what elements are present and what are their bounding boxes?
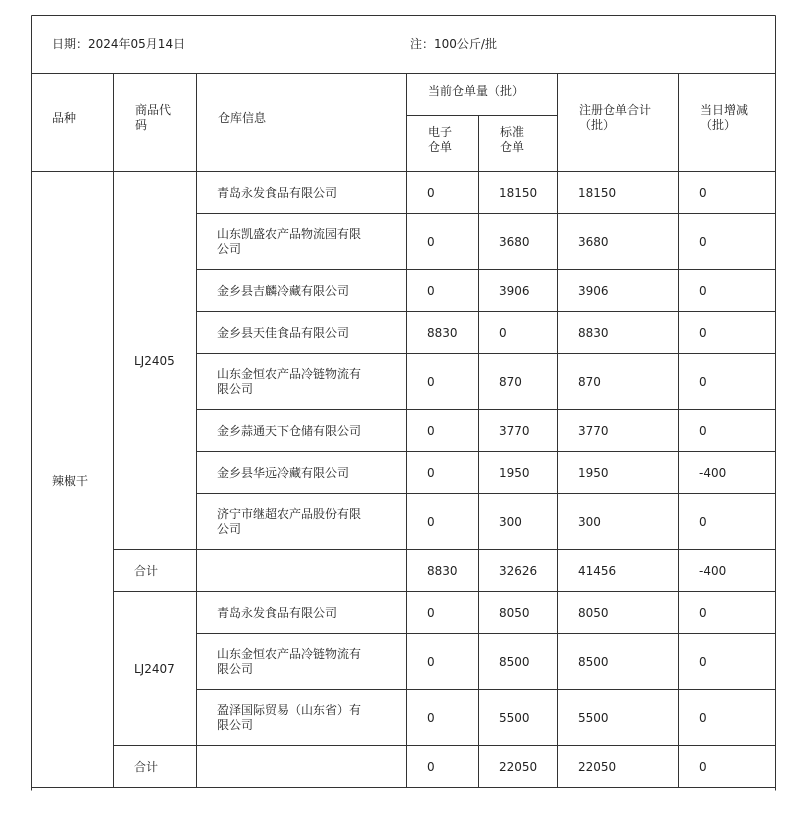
daily-change: 0 (699, 325, 707, 340)
daily-change: 0 (699, 654, 707, 669)
standard-qty: 870 (499, 374, 522, 389)
standard-qty: 8050 (499, 605, 530, 620)
standard-qty: 3680 (499, 234, 530, 249)
registered-total: 3906 (578, 283, 609, 298)
registered-total: 8500 (578, 654, 609, 669)
col-header-change: 当日增减 （批） (700, 103, 749, 132)
subtotal-standard: 22050 (499, 759, 538, 774)
report-date: 日期：2024年05月14日 (52, 37, 186, 51)
electronic-qty: 0 (427, 185, 435, 200)
unit-note: 注：100公斤/批 (410, 37, 497, 51)
warehouse-name: 金乡县华远冷藏有限公司 (217, 465, 350, 480)
electronic-qty: 0 (427, 605, 435, 620)
warehouse-receipt-table (31, 15, 776, 791)
standard-qty: 8500 (499, 654, 530, 669)
registered-total: 3770 (578, 423, 609, 438)
commodity-code: LJ2407 (134, 661, 175, 676)
col-header-variety: 品种 (52, 111, 77, 125)
warehouse-name: 盈泽国际贸易（山东省）有 限公司 (217, 703, 362, 732)
electronic-qty: 0 (427, 514, 435, 529)
warehouse-name: 金乡县天佳食品有限公司 (217, 325, 350, 340)
electronic-qty: 0 (427, 465, 435, 480)
subtotal-label: 合计 (134, 759, 159, 774)
col-header-warehouse: 仓库信息 (218, 111, 267, 125)
electronic-qty: 0 (427, 423, 435, 438)
subtotal-standard: 32626 (499, 563, 538, 578)
electronic-qty: 0 (427, 654, 435, 669)
daily-change: 0 (699, 605, 707, 620)
subtotal-total: 22050 (578, 759, 617, 774)
daily-change: 0 (699, 514, 707, 529)
daily-change: -400 (699, 465, 727, 480)
commodity-code: LJ2405 (134, 353, 175, 368)
standard-qty: 3770 (499, 423, 530, 438)
subtotal-change: -400 (699, 563, 727, 578)
registered-total: 1950 (578, 465, 609, 480)
registered-total: 3680 (578, 234, 609, 249)
standard-qty: 1950 (499, 465, 530, 480)
col-header-standard: 标准 仓单 (500, 125, 525, 154)
warehouse-name: 青岛永发食品有限公司 (217, 185, 338, 200)
subtotal-electronic: 0 (427, 759, 435, 774)
standard-qty: 0 (499, 325, 507, 340)
registered-total: 5500 (578, 710, 609, 725)
warehouse-name: 山东金恒农产品冷链物流有 限公司 (217, 647, 362, 676)
warehouse-name: 青岛永发食品有限公司 (217, 605, 338, 620)
electronic-qty: 0 (427, 374, 435, 389)
registered-total: 8830 (578, 325, 609, 340)
variety-cell: 辣椒干 (52, 473, 89, 488)
registered-total: 870 (578, 374, 601, 389)
col-header-current: 当前仓单量（批） (428, 84, 525, 98)
standard-qty: 18150 (499, 185, 538, 200)
warehouse-name: 济宁市继超农产品股份有限 公司 (217, 507, 362, 536)
standard-qty: 5500 (499, 710, 530, 725)
registered-total: 8050 (578, 605, 609, 620)
warehouse-name: 山东凯盛农产品物流园有限 公司 (217, 227, 362, 256)
electronic-qty: 0 (427, 234, 435, 249)
registered-total: 18150 (578, 185, 617, 200)
daily-change: 0 (699, 374, 707, 389)
warehouse-name: 山东金恒农产品冷链物流有 限公司 (217, 367, 362, 396)
daily-change: 0 (699, 423, 707, 438)
subtotal-electronic: 8830 (427, 563, 458, 578)
registered-total: 300 (578, 514, 601, 529)
warehouse-name: 金乡县吉麟冷藏有限公司 (217, 283, 350, 298)
subtotal-change: 0 (699, 759, 707, 774)
standard-qty: 300 (499, 514, 522, 529)
col-header-code: 商品代 码 (135, 103, 172, 132)
subtotal-total: 41456 (578, 563, 617, 578)
electronic-qty: 8830 (427, 325, 458, 340)
electronic-qty: 0 (427, 710, 435, 725)
standard-qty: 3906 (499, 283, 530, 298)
warehouse-name: 金乡蒜通天下仓储有限公司 (217, 423, 362, 438)
daily-change: 0 (699, 185, 707, 200)
daily-change: 0 (699, 283, 707, 298)
daily-change: 0 (699, 710, 707, 725)
daily-change: 0 (699, 234, 707, 249)
electronic-qty: 0 (427, 283, 435, 298)
subtotal-label: 合计 (134, 563, 159, 578)
col-header-electronic: 电子 仓单 (428, 125, 453, 154)
col-header-registered: 注册仓单合计 （批） (579, 103, 652, 132)
